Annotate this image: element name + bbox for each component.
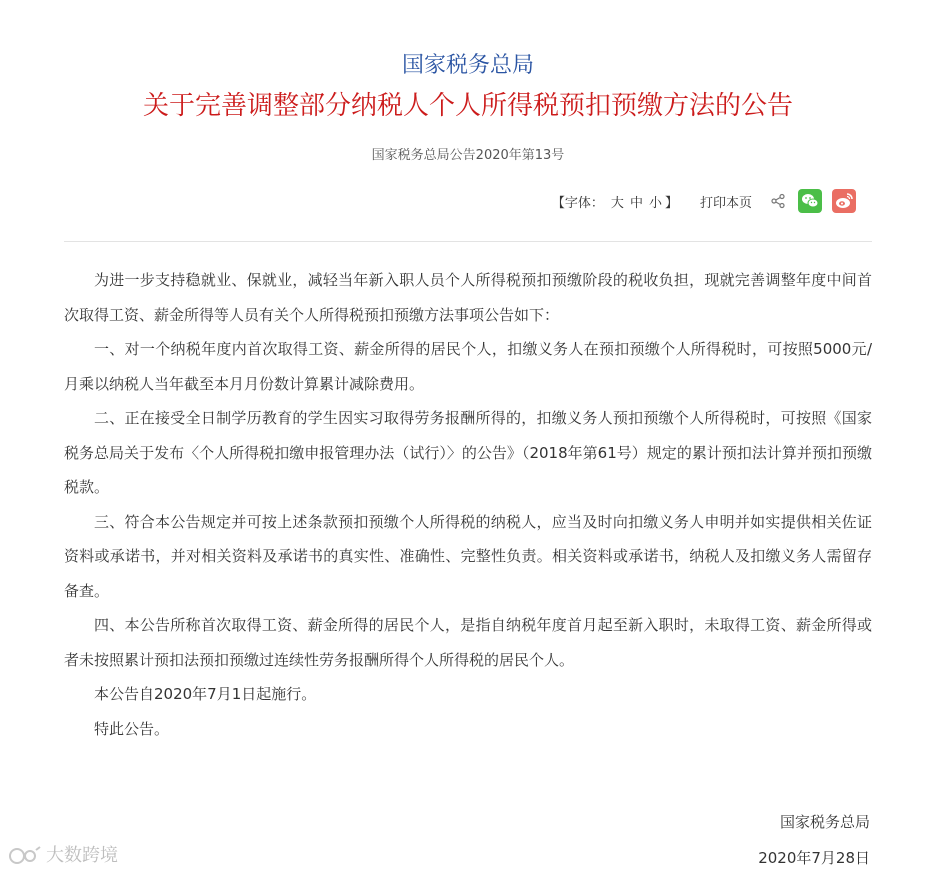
page-title: 关于完善调整部分纳税人个人所得税预扣预缴方法的公告 — [142, 91, 793, 121]
paragraph-item-2: 二、正在接受全日制学历教育的学生因实习取得劳务报酬所得的，扣缴义务人预扣预缴个人所得税时，可按照《国家税务总局关于发布〈个人所得税扣缴申报管理办法（试行）〉的公告》（2018年第61号）规定的累计预扣法计算并预扣预缴税款。 — [64, 409, 872, 496]
watermark — [8, 844, 118, 868]
header-divider — [64, 241, 872, 242]
paragraph-item-3: 三、符合本公告规定并可按上述条款预扣预缴个人所得税的纳税人，应当及时向扣缴义务人申明并如实提供相关佐证资料或承诺书，并对相关资料及承诺书的真实性、准确性、完整性负责。相关资料或承诺书，纳税人及扣缴义务人需留存备查。 — [64, 512, 872, 600]
font-size-selector — [552, 192, 682, 211]
weibo-icon[interactable] — [832, 189, 856, 213]
paragraph-intro: 为进一步支持稳就业、保就业，减轻当年新入职人员个人所得税预扣预缴阶段的税收负担，现就完善调整年度中间首次取得工资、薪金所得等人员有关个人所得税预扣预缴方法事项公告如下： — [64, 271, 872, 324]
font-size-large-button[interactable]: 大 — [610, 195, 624, 211]
share-icon[interactable] — [770, 193, 786, 209]
font-label-close: 】 — [664, 195, 678, 211]
watermark-text: 大数跨境 — [46, 845, 118, 866]
watermark-logo-icon — [8, 844, 42, 868]
font-size-small-button[interactable]: 小 — [648, 195, 662, 211]
article-toolbar — [552, 186, 856, 216]
agency-name: 国家税务总局 — [401, 53, 534, 78]
signature-date: 2020年7月28日 — [758, 849, 870, 867]
announcement-body — [64, 263, 872, 746]
signature-org: 国家税务总局 — [779, 813, 870, 831]
print-page-link[interactable]: 打印本页 — [699, 195, 752, 211]
document-number: 国家税务总局公告2020年第13号 — [371, 148, 565, 163]
paragraph-item-4: 四、本公告所称首次取得工资、薪金所得的居民个人，是指自纳税年度首月起至新入职时，未取得工资、薪金所得或者未按照累计预扣法预扣预缴过连续性劳务报酬所得个人所得税的居民个人。 — [64, 616, 872, 669]
paragraph-item-1: 一、对一个纳税年度内首次取得工资、薪金所得的居民个人，扣缴义务人在预扣预缴个人所得税时，可按照5000元/月乘以纳税人当年截至本月月份数计算累计减除费用。 — [64, 340, 872, 393]
font-label-open: 【字体： — [551, 195, 604, 211]
paragraph-closing: 特此公告。 — [94, 719, 170, 738]
font-size-medium-button[interactable]: 中 — [629, 195, 643, 211]
paragraph-effective-date: 本公告自2020年7月1日起施行。 — [94, 685, 317, 703]
wechat-icon[interactable] — [798, 189, 822, 213]
